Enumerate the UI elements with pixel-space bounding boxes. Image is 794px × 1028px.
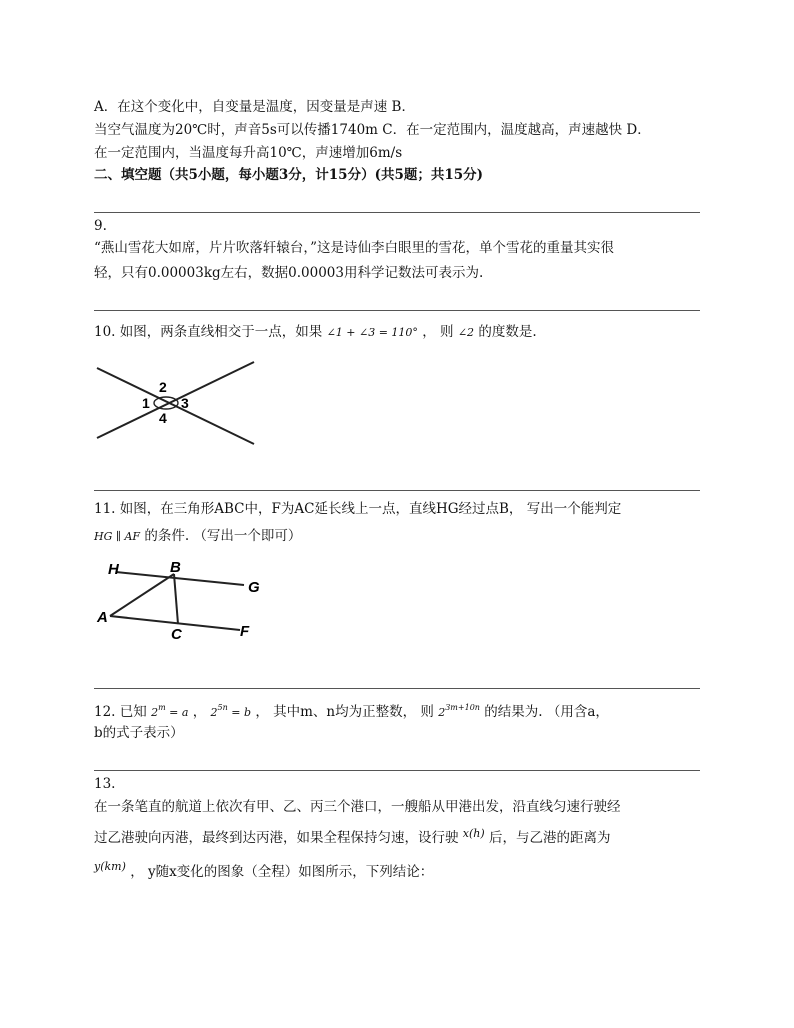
option-ab-line: A．在这个变化中，自变量是温度，因变量是声速 B． — [94, 99, 415, 115]
q13-number: 13. — [94, 776, 116, 792]
q12-formula-3 — [438, 703, 480, 719]
q12-sep: ， — [192, 704, 211, 720]
q11-suffix: 的条件. （写出一个即可） — [144, 528, 302, 544]
q9-text-line2: 轻，只有0.00003kg左右，数据0.00003用科学记数法可表示为. — [94, 265, 484, 281]
point-label-c: C — [171, 626, 182, 643]
q12-mid: ， 其中m、n均为正整数， 则 — [255, 704, 434, 720]
q9-number: 9. — [94, 218, 107, 234]
option-d-line: 在一定范围内，当温度每升高10℃，声速增加6m/s — [94, 145, 403, 161]
section-heading: 二、填空题（共5小题，每小题3分，计15分）(共5题；共15分) — [94, 167, 484, 183]
segment-ab — [110, 574, 174, 616]
point-label-b: B — [170, 559, 181, 576]
q10-prefix: 10. 如图，两条直线相交于一点，如果 — [94, 324, 323, 340]
angle-label-3: 3 — [181, 395, 189, 411]
point-label-a: A — [97, 609, 108, 626]
q13-y-var: y(km) — [94, 860, 126, 873]
q10-text — [94, 320, 537, 340]
divider — [94, 212, 700, 213]
q12-rhs-2: = b — [227, 706, 252, 719]
divider — [94, 688, 700, 689]
point-label-f: F — [240, 623, 250, 640]
point-label-g: G — [248, 579, 260, 596]
q10-angle: ∠2 — [457, 326, 475, 339]
q12-exp-2: 5n — [217, 703, 228, 712]
q12-exp-3: 3m+10n — [445, 703, 480, 712]
q10-intersecting-lines-figure — [94, 356, 256, 448]
q11-triangle-figure — [94, 556, 269, 646]
q11-text-line1: 11. 如图，在三角形ABC中，F为AC延长线上一点，直线HG经过点B， 写出一个能判定 — [94, 501, 622, 517]
q13-text-line1: 在一条笔直的航道上依次有甲、乙、丙三个港口，一艘船从甲港出发，沿直线匀速行驶经 — [94, 799, 621, 815]
q13-text2a: 过乙港驶向丙港，最终到达丙港，如果全程保持匀速，设行驶 — [94, 830, 459, 846]
angle-label-1: 1 — [142, 395, 150, 411]
q12-exp-1: m — [158, 703, 166, 712]
angle-mark-ellipse — [154, 397, 178, 409]
q12-text-line1 — [94, 700, 609, 720]
divider — [94, 770, 700, 771]
q12-text-line2: b的式子表示） — [94, 725, 184, 741]
q13-text2b: 后，与乙港的距离为 — [488, 830, 611, 846]
q12-prefix: 12. 已知 — [94, 704, 147, 720]
segment-bc — [174, 574, 178, 624]
q12-suffix: 的结果为. （用含a， — [484, 704, 609, 720]
q13-text3: ， y随x变化的图象（全程）如图所示，下列结论： — [130, 864, 434, 880]
q11-text-line2 — [94, 524, 301, 544]
q12-base-1: 2 — [151, 706, 159, 719]
divider — [94, 310, 700, 311]
angle-label-2: 2 — [159, 379, 167, 395]
q12-base-2: 2 — [210, 706, 218, 719]
q9-text-line1: “燕山雪花大如席，片片吹落轩辕台，”这是诗仙李白眼里的雪花，单个雪花的重量其实很 — [94, 240, 615, 256]
q13-text-line2 — [94, 826, 610, 846]
q12-formula-2 — [210, 703, 252, 719]
divider — [94, 490, 700, 491]
q12-rhs-1: = a — [165, 706, 189, 719]
q13-text-line3 — [94, 860, 433, 880]
point-label-h: H — [108, 561, 119, 578]
q10-suffix: 的度数是. — [478, 324, 537, 340]
q13-x-var: x(h) — [462, 827, 485, 840]
q10-mid: ， 则 — [422, 324, 454, 340]
angle-label-4: 4 — [159, 410, 167, 426]
option-bcd-line: 当空气温度为20℃时，声音5s可以传播1740m C．在一定范围内，温度越高，声速越快 D． — [94, 122, 651, 138]
q12-base-3: 2 — [438, 706, 446, 719]
q11-formula: HG ∥ AF — [94, 530, 141, 543]
q12-formula-1 — [151, 703, 189, 719]
q10-formula: ∠1 + ∠3 = 110° — [326, 326, 418, 339]
